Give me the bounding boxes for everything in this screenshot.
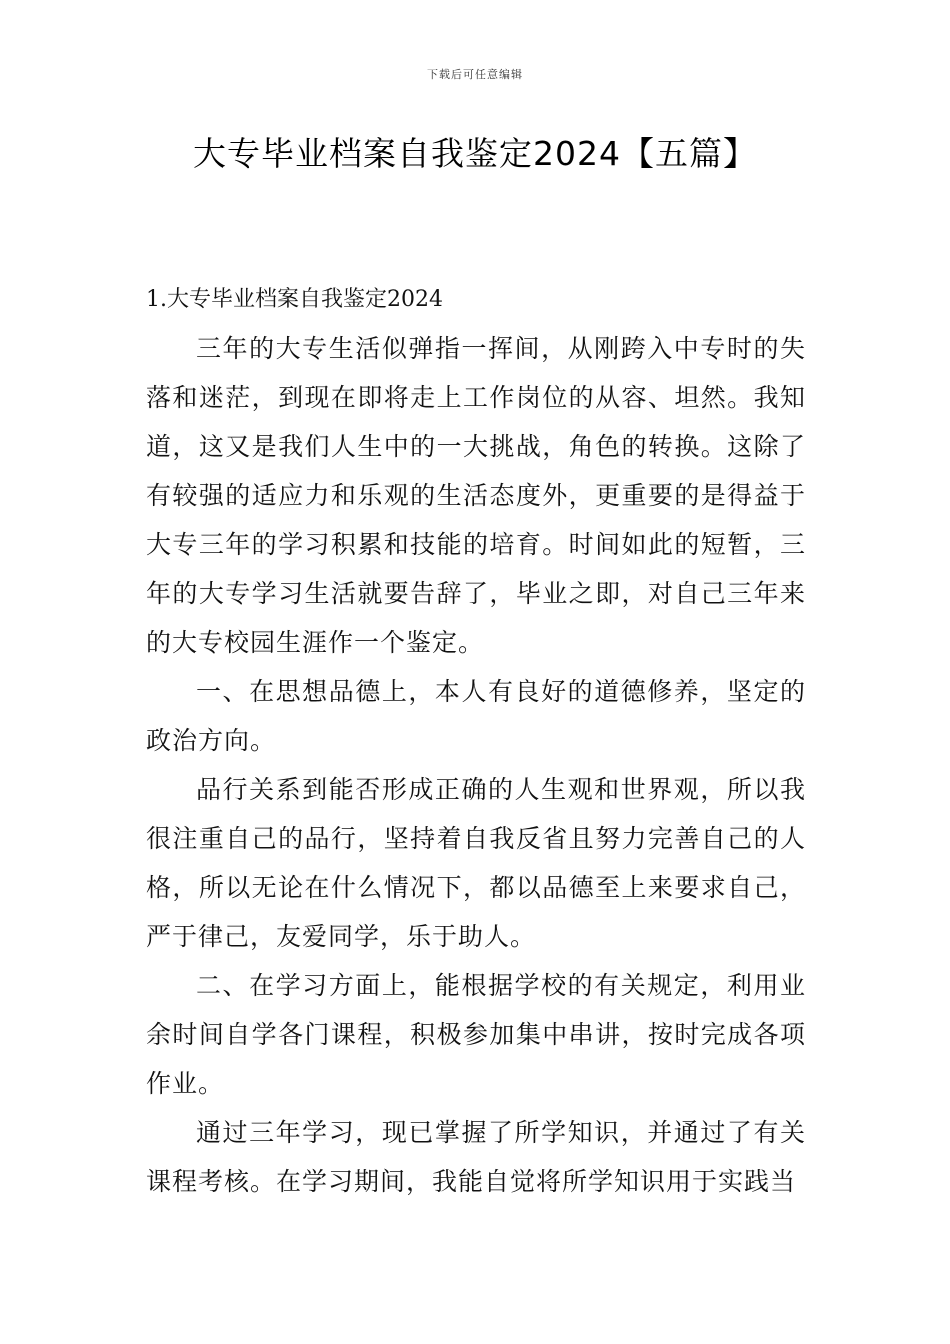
paragraph: 三年的大专生活似弹指一挥间，从刚跨入中专时的失落和迷茫，到现在即将走上工作岗位的从容、坦然。我知道，这又是我们人生中的一大挑战，角色的转换。这除了有较强的适应力和乐观的生活态度外，更重要的是得益于大专三年的学习积累和技能的培育。时间如此的短暂，三年的大专学习生活就要告辞了，毕业之即，对自己三年来的大专校园生涯作一个鉴定。 <box>146 334 806 657</box>
header-note: 下载后可任意编辑 <box>427 68 523 81</box>
paragraph: 品行关系到能否形成正确的人生观和世界观，所以我很注重自己的品行，坚持着自我反省且努力完善自己的人格，所以无论在什么情况下，都以品德至上来要求自己，严于律己，友爱同学，乐于助人。 <box>146 775 806 951</box>
document-body <box>146 280 806 1206</box>
paragraph: 二、在学习方面上，能根据学校的有关规定，利用业余时间自学各门课程，积极参加集中串讲，按时完成各项作业。 <box>146 971 806 1098</box>
paragraph: 通过三年学习，现已掌握了所学知识，并通过了有关课程考核。在学习期间，我能自觉将所学知识用于实践当 <box>146 1118 806 1196</box>
paragraph: 一、在思想品德上，本人有良好的道德修养，坚定的政治方向。 <box>146 677 806 755</box>
section-heading: 1.大专毕业档案自我鉴定2024 <box>146 287 443 312</box>
document-title: 大专毕业档案自我鉴定2024【五篇】 <box>193 134 757 173</box>
